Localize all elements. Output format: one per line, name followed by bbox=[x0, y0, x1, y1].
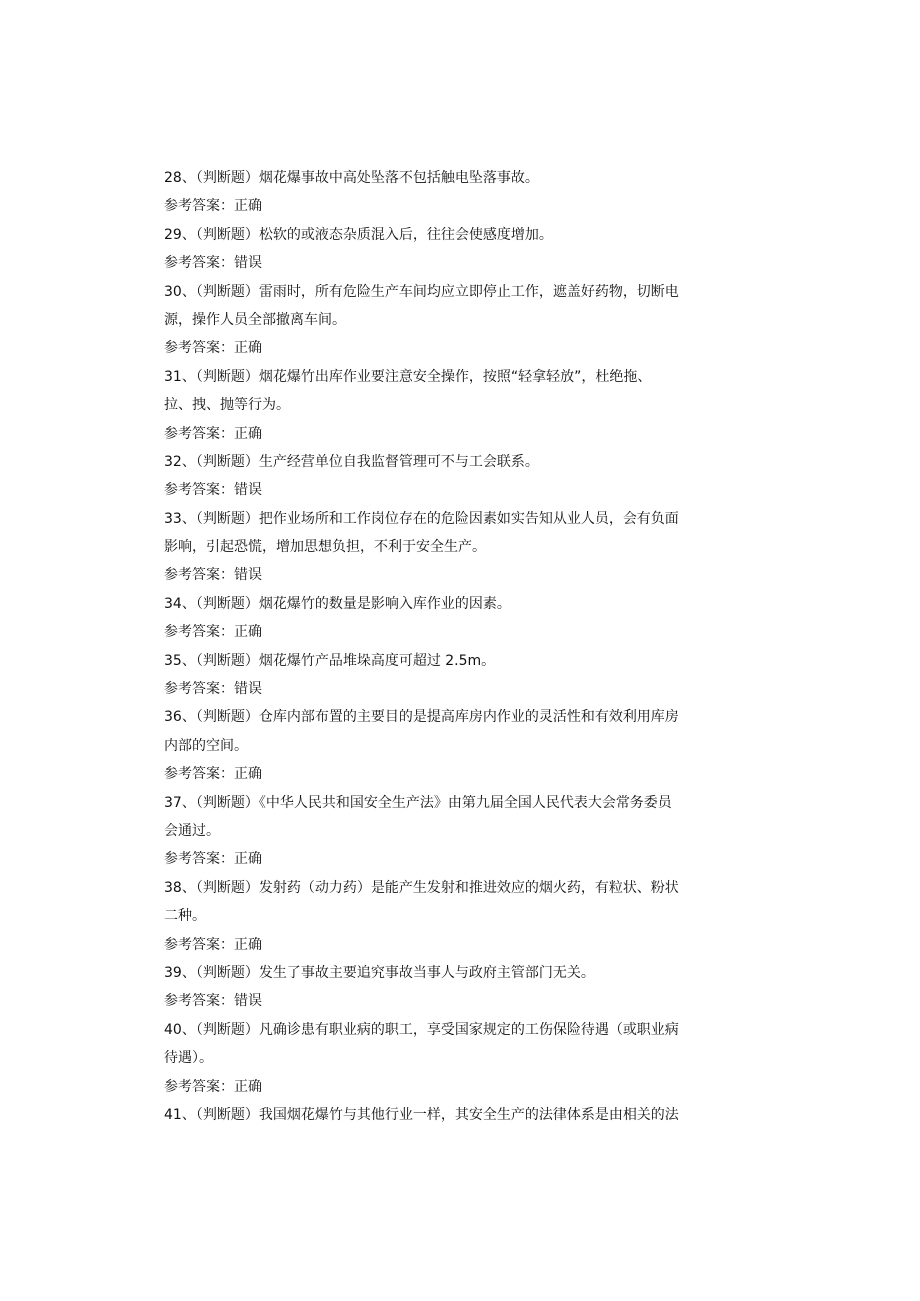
question-33-text-line-2: 影响，引起恐慌，增加思想负担，不利于安全生产。 bbox=[164, 539, 486, 556]
question-29-text: 29、（判断题）松软的或液态杂质混入后，往往会使感度增加。 bbox=[164, 226, 553, 243]
question-35-text: 35、（判断题）烟花爆竹产品堆垛高度可超过 2.5m。 bbox=[164, 652, 496, 669]
question-36-text-line-2: 内部的空间。 bbox=[164, 737, 248, 754]
question-34-text: 34、（判断题）烟花爆竹的数量是影响入库作业的因素。 bbox=[164, 595, 511, 612]
question-38-answer: 参考答案：正确 bbox=[164, 936, 262, 953]
question-36-text-line-1: 36、（判断题）仓库内部布置的主要目的是提高库房内作业的灵活性和有效利用库房 bbox=[164, 709, 679, 726]
question-39-answer: 参考答案：错误 bbox=[164, 993, 262, 1010]
question-31-text-line-1: 31、（判断题）烟花爆竹出库作业要注意安全操作，按照“轻拿轻放”，杜绝拖、 bbox=[164, 368, 652, 385]
question-41-text: 41、（判断题）我国烟花爆竹与其他行业一样，其安全生产的法律体系是由相关的法 bbox=[164, 1106, 679, 1123]
question-32-text: 32、（判断题）生产经营单位自我监督管理可不与工会联系。 bbox=[164, 453, 539, 470]
question-28-answer: 参考答案：正确 bbox=[164, 198, 262, 215]
question-34-answer: 参考答案：正确 bbox=[164, 624, 262, 641]
question-38-text-line-2: 二种。 bbox=[164, 908, 206, 925]
question-33-answer: 参考答案：错误 bbox=[164, 567, 262, 584]
question-33-text-line-1: 33、（判断题）把作业场所和工作岗位存在的危险因素如实告知从业人员，会有负面 bbox=[164, 510, 679, 527]
question-35-answer: 参考答案：错误 bbox=[164, 681, 262, 698]
question-39-text: 39、（判断题）发生了事故主要追究事故当事人与政府主管部门无关。 bbox=[164, 964, 595, 981]
question-30-text-line-2: 源，操作人员全部撤离车间。 bbox=[164, 311, 346, 328]
question-40-text-line-1: 40、（判断题）凡确诊患有职业病的职工，享受国家规定的工伤保险待遇（或职业病 bbox=[164, 1021, 679, 1038]
question-30-answer: 参考答案：正确 bbox=[164, 340, 262, 357]
document-page bbox=[164, 164, 744, 1129]
question-32-answer: 参考答案：错误 bbox=[164, 482, 262, 499]
question-28-text: 28、（判断题）烟花爆事故中高处坠落不包括触电坠落事故。 bbox=[164, 170, 539, 186]
question-30-text-line-1: 30、（判断题）雷雨时，所有危险生产车间均应立即停止工作，遮盖好药物，切断电 bbox=[164, 283, 679, 300]
question-31-answer: 参考答案：正确 bbox=[164, 425, 262, 442]
question-37-text-line-2: 会通过。 bbox=[164, 822, 220, 839]
question-29-answer: 参考答案：错误 bbox=[164, 255, 262, 272]
question-40-text-line-2: 待遇）。 bbox=[164, 1050, 213, 1067]
question-37-answer: 参考答案：正确 bbox=[164, 851, 262, 868]
question-40-answer: 参考答案：正确 bbox=[164, 1078, 262, 1095]
question-37-text-line-1: 37、（判断题）《中华人民共和国安全生产法》由第九届全国人民代表大会常务委员 bbox=[164, 794, 672, 811]
question-31-text-line-2: 拉、拽、抛等行为。 bbox=[164, 397, 290, 414]
question-38-text-line-1: 38、（判断题）发射药（动力药）是能产生发射和推进效应的烟火药，有粒状、粉状 bbox=[164, 879, 679, 896]
question-36-answer: 参考答案：正确 bbox=[164, 766, 262, 783]
